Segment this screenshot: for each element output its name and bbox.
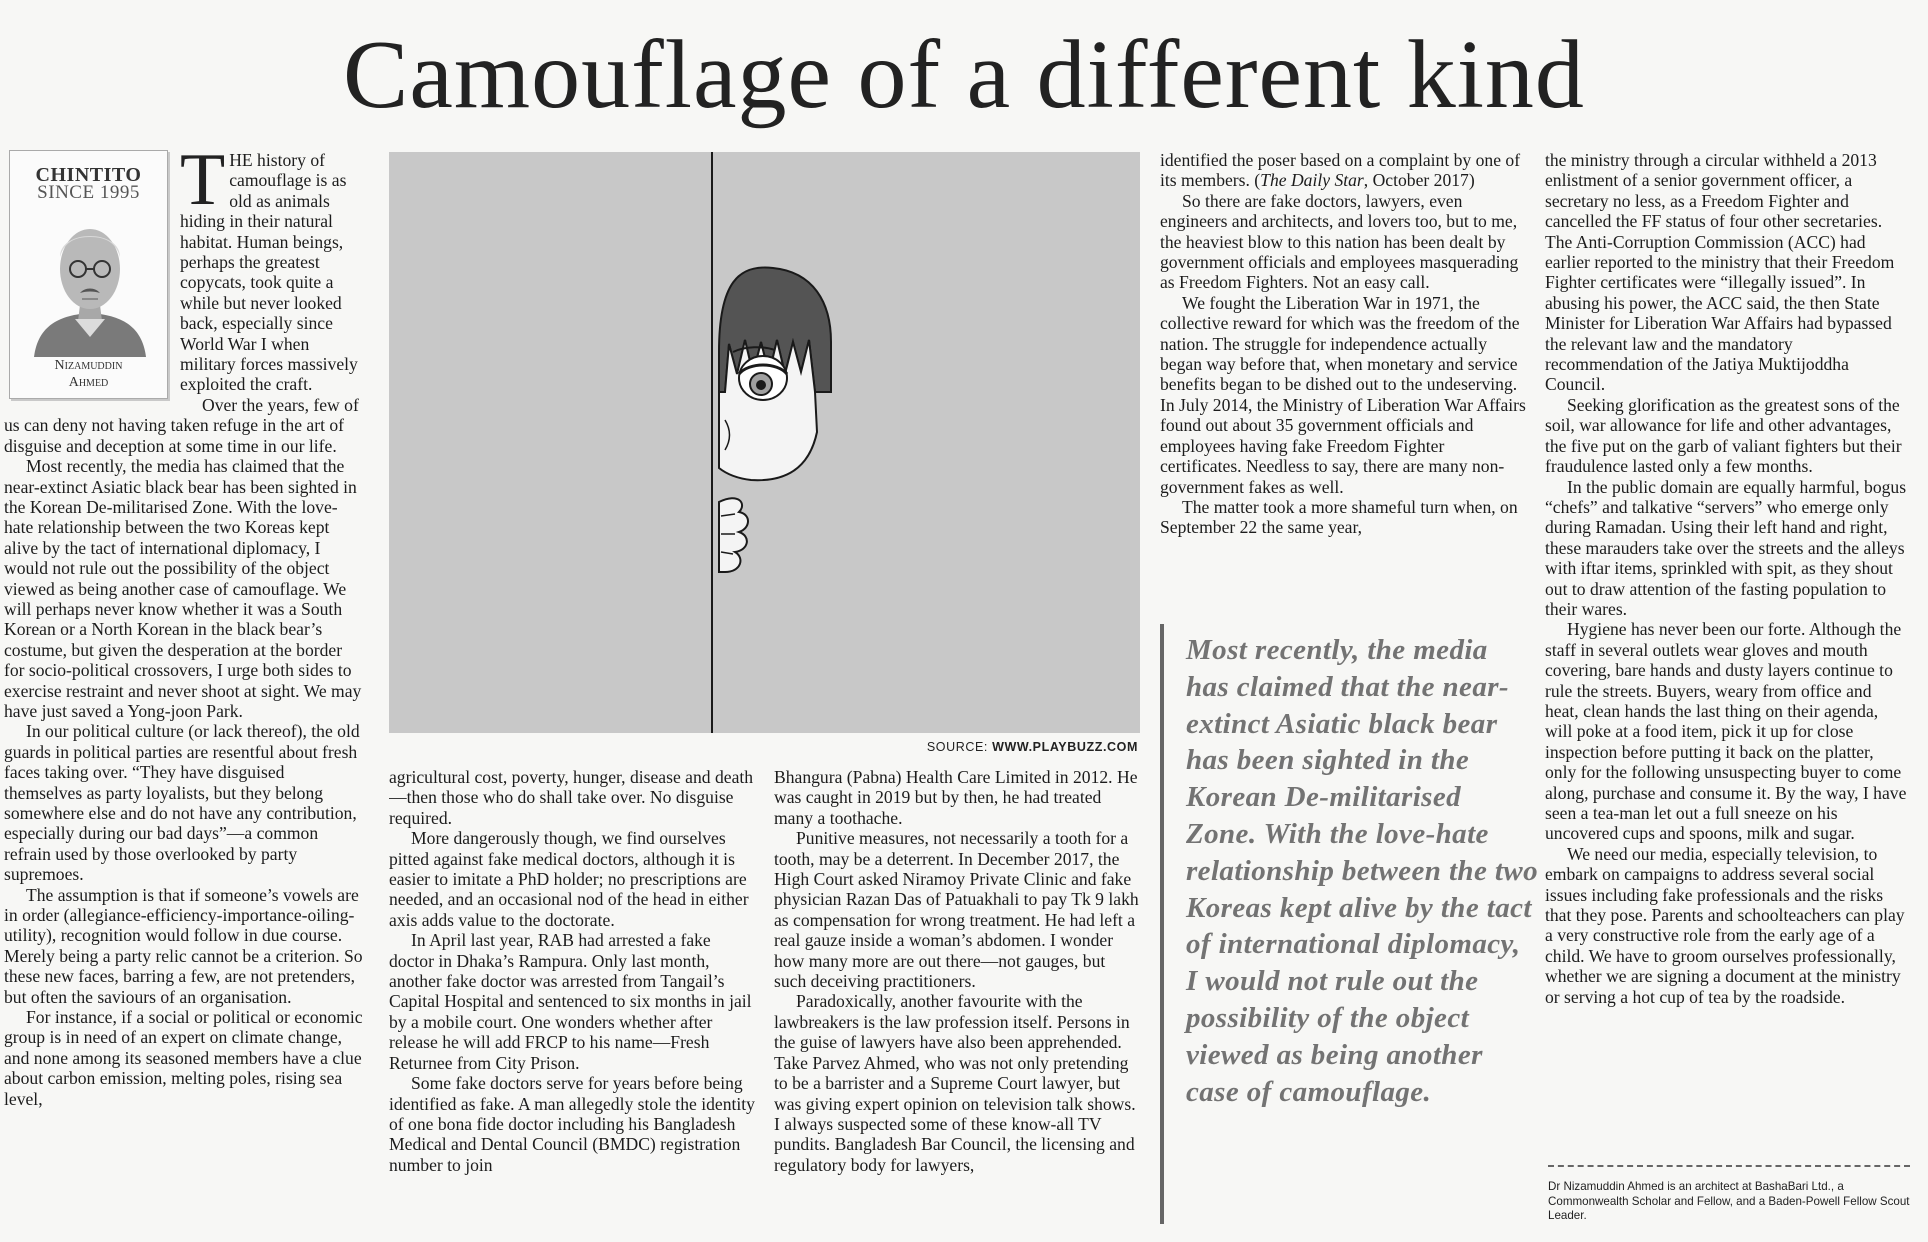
column-since: SINCE 1995: [37, 182, 140, 204]
author-portrait: [30, 207, 150, 357]
column-name: CHINTITO: [35, 164, 142, 186]
paragraph: Bhangura (Pabna) Health Care Limited in 2012. He was caught in 2019 but by then, he had treated many a toothache.: [774, 767, 1138, 828]
paragraph: HE history of camouflage is as old as animals hiding in their natural habitat. Human beings, perhaps the greatest copycats, took quite a while but never looked back, especially since World War I when military forces massively exploited the craft.: [180, 150, 358, 395]
headline: Camouflage of a different kind: [343, 21, 1585, 129]
peeking-girl-illustration: [389, 152, 1140, 733]
paragraph: agricultural cost, poverty, hunger, disease and death—then those who do shall take over. No disguise required.: [389, 767, 754, 828]
paragraph: Hygiene has never been our forte. Although the staff in several outlets wear gloves and mouth covering, bare hands and dusty layers continue to rule the streets. Buyers, weary from office and heat, clean hands the last thing on their agenda, will poke at a food item, pick it up for close inspection before putting it back on the platter, only for the following unsuspecting buyer to come along, purchase and consume it. By the way, I have seen a tea-man let out a full sneeze on his uncovered cups and spoons, milk and sugar.: [1545, 619, 1907, 844]
pullquote: Most recently, the media has claimed that the near-extinct Asiatic black bear has been sighted in the Korean De-militarised Zone. With the love-hate relationship between the two Koreas kept alive by the tact of international diplomacy, I would not rule out the possibility of the object viewed as being another case of camouflage.: [1186, 634, 1538, 1108]
paragraph: More dangerously though, we find ourselves pitted against fake medical doctors, although it is easier to imitate a PhD holder; no prescriptions are needed, and an occasional nod of the head in either axis adds value to the doctorate.: [389, 828, 749, 930]
paragraph: In our political culture (or lack thereof), the old guards in political parties are resentful about fresh faces taking over. “They have disguised themselves as party loyalists, but they belong somewhere else and do not have any contribution, especially during our bad days”—a common refrain used by those overlooked by party supremoes.: [4, 721, 360, 885]
source-publication: The Daily Star: [1260, 170, 1364, 191]
paragraph: We fought the Liberation War in 1971, the collective reward for which was the freedom of the nation. The struggle for independence actually began way before that, when monetary and service benefits began to be dished out to the undeserving. In July 2014, the Ministry of Liberation War Affairs found out about 35 government officials and employees having fake Freedom Fighter certificates. Needless to say, there are many non-government fakes as well.: [1160, 292, 1526, 497]
author-name-line2: Ahmed: [68, 375, 109, 390]
article-column-3: [774, 767, 1140, 1240]
paragraph: In April last year, RAB had arrested a fake doctor in Dhaka’s Rampura. Only last month, another fake doctor was arrested from Tangail’s Capital Hospital and sentenced to six months in jail by a mobile court. One wonders whether after release he will add FRCP to his name—Fresh Returnee from City Prison.: [389, 930, 752, 1073]
paragraph: So there are fake doctors, lawyers, even engineers and architects, and lovers too, but to me, the heaviest blow to this nation has been dealt by government officials and employees masquerading as Freedom Fighters. Not an easy call.: [1160, 190, 1519, 293]
article-column-5: [1545, 150, 1907, 1160]
paragraph: Seeking glorification as the greatest sons of the soil, war allowance for life and other advantages, the five put on the garb of valiant fighters but their fraudulence lasted only a few months.: [1545, 394, 1902, 477]
paragraph: Punitive measures, not necessarily a tooth for a tooth, may be a deterrent. In December 2017, the High Court asked Niramoy Private Clinic and fake physician Razan Das of Patuakhali to pay Tk 9 lakh as compensation for wrong treatment. He had left a real gauze inside a woman’s abdomen. I wonder how many more are out there—not gauges, but such deceiving practitioners.: [774, 828, 1139, 992]
paragraph: The matter took a more shameful turn when, on September 22 the same year,: [1160, 496, 1518, 538]
article-column-1: [4, 150, 366, 1240]
paragraph: the ministry through a circular withheld a 2013 enlistment of a senior government officer, a secretary no less, as a Freedom Fighter and cancelled the FF status of four other secretaries. The Anti-Corruption Commission (ACC) had earlier reported to the ministry that their Freedom Fighter certificates were “illegally issued”. In abusing his power, the ACC said, the then State Minister for Liberation War Affairs had bypassed the relevant law and the mandatory recommendation of the Jatiya Muktijoddha Council.: [1545, 150, 1895, 395]
author-name-line1: Nizamuddin: [54, 358, 123, 373]
paragraph: Most recently, the media has claimed that the near-extinct Asiatic black bear has been sighted in the Korean De-militarised Zone. With the love-hate relationship between the two Koreas kept alive by the tact of international diplomacy, I would not rule out the possibility of the object viewed as being another case of camouflage. We will perhaps never know whether it was a South Korean or a North Korean in the black bear’s costume, but given the desperation at the border for socio-political crossovers, I urge both sides to exercise restraint and never shoot at sight. We may have just saved a Yong-joon Park.: [4, 456, 362, 721]
text-span: , October 2017): [1363, 170, 1475, 191]
paragraph: The assumption is that if someone’s vowels are in order (allegiance-efficiency-importance-oiling-utility), recognition would follow in due course. Merely being a party relic cannot be a criterion. So these new faces, barring a few, are not pretenders, but often the saviours of an organisation.: [4, 884, 363, 1007]
source-label: SOURCE:: [926, 740, 988, 754]
author-bio: Dr Nizamuddin Ahmed is an architect at BashaBari Ltd., a Commonwealth Scholar and Fellow, and a Baden-Powell Fellow Scout Leader.: [1548, 1180, 1910, 1222]
paragraph: Over the years, few of us can deny not having taken refuge in the art of disguise and deception at some time in our life.: [4, 394, 359, 456]
paragraph: Some fake doctors serve for years before being identified as fake. A man allegedly stole the identity of one bona fide doctor including his Bangladesh Medical and Dental Council (BMDC) registration number to join: [389, 1073, 755, 1175]
article-column-4: [1160, 150, 1528, 615]
paragraph: Paradoxically, another favourite with the lawbreakers is the law profession itself. Persons in the guise of lawyers have also been apprehended. Take Parvez Ahmed, who was not only pretending to be a barrister and a Supreme Court lawyer, but was giving expert opinion on television talk shows. I always suspected some of these know-all TV pundits. Bangladesh Bar Council, the licensing and regulatory body for lawyers,: [774, 991, 1136, 1175]
paragraph: [1160, 150, 1528, 191]
paragraph: We need our media, especially television, to embark on campaigns to address several social issues including fake professionals and the risks that they pose. Parents and schoolteachers can play a very constructive role from the early age of a child. We have to groom ourselves professionally, whether we are signing a document at the ministry or serving a hot cup of tea by the roadside.: [1545, 843, 1905, 1007]
paragraph: In the public domain are equally harmful, bogus “chefs” and talkative “servers” who emerge only during Ramadan. Using their left hand and right, these marauders take over the streets and the alleys with iftar items, sprinkled with spit, as they shout out to draw attention of the fasting population to their wares.: [1545, 476, 1907, 619]
columnist-box: [9, 150, 168, 399]
bio-divider: [1548, 1165, 1910, 1167]
text-span: identified the poser based on a complaint by one of its members. (: [1160, 150, 1521, 191]
author-name: [10, 357, 167, 391]
article-column-2: [389, 767, 756, 1240]
paragraph: For instance, if a social or political or economic group is in need of an expert on climate change, and none among its seasoned members have a clue about carbon emission, melting poles, rising sea level,: [4, 1007, 363, 1109]
source-value: WWW.PLAYBUZZ.COM: [992, 740, 1138, 754]
pullquote-bar: [1160, 624, 1164, 1224]
drop-cap: T: [180, 150, 226, 221]
image-source: [860, 740, 1138, 754]
